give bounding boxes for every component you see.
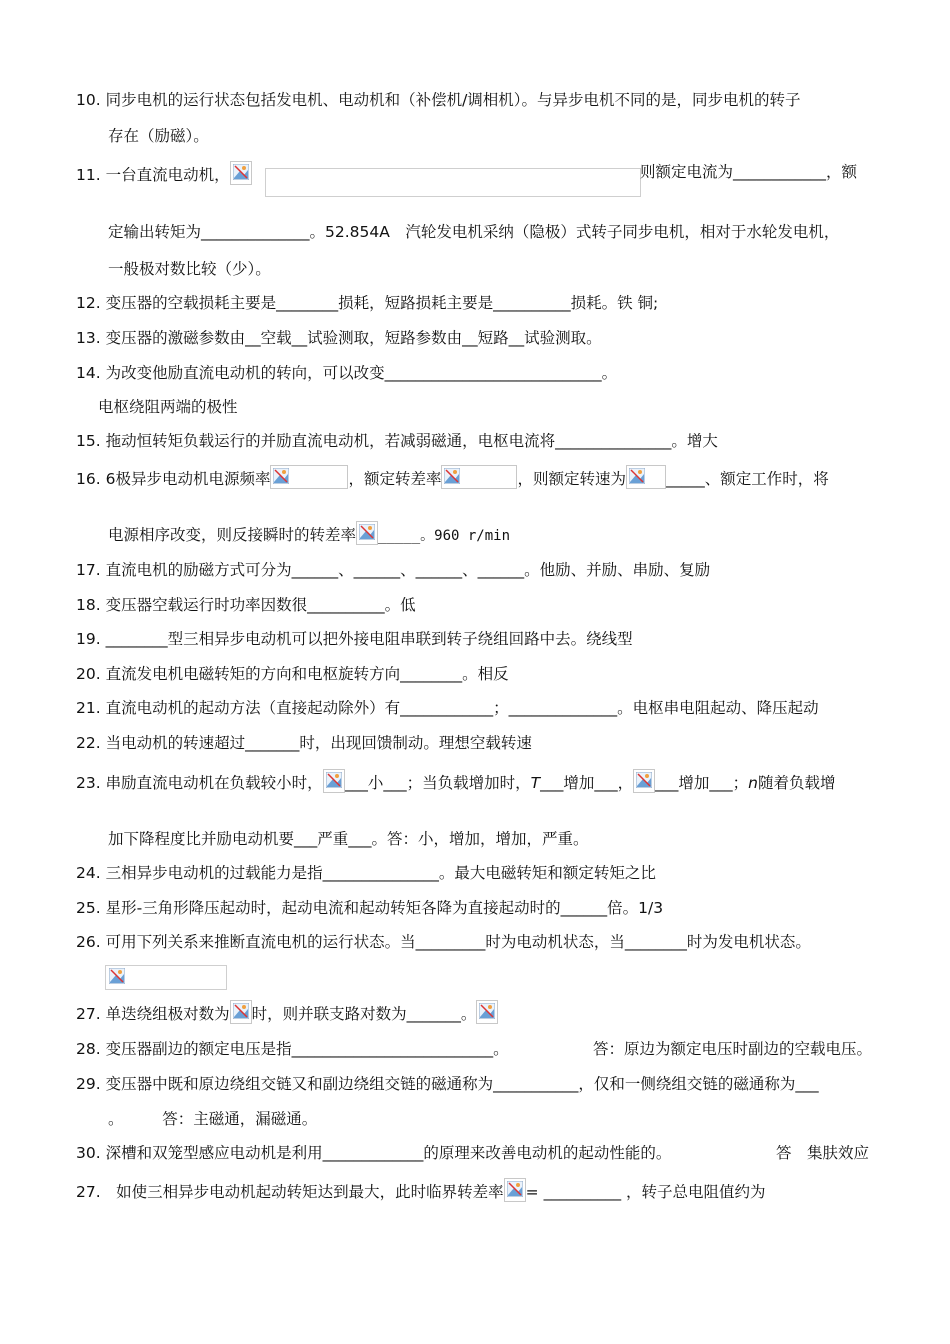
item-21: 21. 直流电动机的起动方法（直接起动除外）有____________；______________。电枢串电阻起动、降压起动 — [76, 699, 819, 717]
item-12: 12. 变压器的空载损耗主要是________损耗，短路损耗主要是__________损耗。铁 铜; — [76, 294, 659, 312]
item-23-text-e: ___增加___； — [655, 774, 749, 792]
item-27-extra — [76, 1178, 766, 1203]
item-11-line-1 — [76, 161, 252, 186]
item-30-answer: 答 集肤效应 — [776, 1144, 870, 1162]
item-26: 26. 可用下列关系来推断直流电机的运行状态。当_________时为电动机状态，当________时为发电机状态。 — [76, 933, 811, 951]
item-20: 20. 直流发电机电磁转矩的方向和电枢旋转方向________。相反 — [76, 665, 509, 683]
item-23-text-d: ___增加___， — [540, 774, 634, 792]
item-11-line-2: 定输出转矩为______________。52.854A 汽轮发电机采纳（隐极）式转子同步电机，相对于水轮发电机， — [108, 223, 840, 241]
image-placeholder-icon — [626, 465, 666, 489]
item-23-text-b: ___小___；当负载增加时， — [344, 774, 531, 792]
item-13 — [76, 327, 602, 349]
formula-image-box — [265, 168, 641, 197]
item-23-line-1 — [76, 769, 835, 794]
image-placeholder-icon — [441, 465, 517, 489]
item-16-answer: _____。960 r/min — [378, 528, 511, 544]
item-30: 30. 深槽和双笼型感应电动机是利用_____________的原理来改善电动机的起动性能的。 — [76, 1144, 672, 1162]
item-29-line-1: 29. 变压器中既和原边绕组交链又和副边绕组交链的磁通称为___________，仅和一侧绕组交链的磁通称为___ — [76, 1075, 819, 1093]
item-23-text-a: 23. 串励直流电动机在负载较小时， — [76, 774, 323, 792]
item-14: 14. 为改变他励直流电动机的转向，可以改变____________________________。 — [76, 364, 618, 382]
item-16-text-c: ，则额定转速为 — [517, 470, 626, 488]
item-11-text: 11. 一台直流电动机， — [76, 166, 230, 184]
image-placeholder-icon — [230, 1000, 252, 1024]
item-27x-text-a: 27. 如使三相异步电动机起动转矩达到最大，此时临界转差率 — [76, 1183, 504, 1201]
image-placeholder-icon — [323, 769, 345, 793]
item-24: 24. 三相异步电动机的过载能力是指_______________。最大电磁转矩和额定转矩之比 — [76, 864, 656, 882]
image-placeholder-icon — [504, 1178, 526, 1202]
item-13-text-a: 13. 变压器的激磁参数由 — [76, 329, 246, 347]
item-13-answer-2: __短路__ — [462, 329, 525, 347]
item-16-text-a: 16. 6极异步电动机电源频率 — [76, 470, 271, 488]
item-28: 28. 变压器副边的额定电压是指__________________________。 — [76, 1040, 509, 1058]
item-16-text-e: 电源相序改变，则反接瞬时的转差率 — [108, 526, 357, 544]
item-19: 19. ________型三相异步电动机可以把外接电阻串联到转子绕组回路中去。绕线型 — [76, 630, 633, 648]
item-27-text-b: 时，则并联支路对数为_______。 — [251, 1005, 477, 1023]
item-27x-text-b: = __________ ，转子总电阻值约为 — [525, 1183, 766, 1201]
item-22: 22. 当电动机的转速超过_______时，出现回馈制动。理想空载转速 — [76, 734, 532, 752]
item-17: 17. 直流电机的励磁方式可分为______、______、______、______。他励、并励、串励、复励 — [76, 561, 711, 579]
item-29-line-2: 。 答：主磁通，漏磁通。 — [108, 1110, 318, 1128]
item-23-symbol-t: T — [530, 774, 541, 792]
item-25: 25. 星形-三角形降压起动时，起动电流和起动转矩各降为直接起动时的______倍。1/3 — [76, 899, 664, 917]
item-23-line-2: 加下降程度比并励电动机要___严重___。答：小，增加，增加，严重。 — [108, 830, 589, 848]
item-16-text-b: ，额定转差率 — [348, 470, 442, 488]
item-10-line-1: 10. 同步电机的运行状态包括发电机、电动机和（补偿机/调相机）。与异步电机不同的是，同步电机的转子 — [76, 91, 801, 109]
image-placeholder-icon — [230, 161, 252, 185]
image-placeholder-icon — [107, 966, 127, 988]
item-16-line-2 — [108, 521, 510, 547]
item-15: 15. 拖动恒转矩负载运行的并励直流电动机，若减弱磁通，电枢电流将_______________。增大 — [76, 432, 718, 450]
formula-image-box — [105, 965, 227, 990]
image-placeholder-icon — [633, 769, 655, 793]
item-16-text-d: _____、额定工作时，将 — [665, 470, 829, 488]
item-18: 18. 变压器空载运行时功率因数很__________。低 — [76, 596, 416, 614]
item-27 — [76, 1000, 498, 1025]
item-11-line-3: 一般极对数比较（少）。 — [108, 260, 271, 278]
item-23-text-g: 随着负载增 — [757, 774, 836, 792]
item-10-line-2: 存在（励磁）。 — [108, 127, 209, 145]
image-placeholder-icon — [270, 465, 348, 489]
item-23-symbol-n: n — [748, 774, 758, 792]
item-13-answer-1: __空载__ — [245, 329, 308, 347]
item-11-tail: 则额定电流为____________，额 — [640, 163, 858, 181]
item-28-answer: 答：原边为额定电压时副边的空载电压。 — [593, 1040, 873, 1058]
image-placeholder-icon — [356, 521, 378, 545]
item-13-text-c: 试验测取。 — [524, 329, 602, 347]
item-14-answer: 电枢绕阻两端的极性 — [98, 398, 238, 416]
item-27-text-a: 27. 单迭绕组极对数为 — [76, 1005, 230, 1023]
image-placeholder-icon — [476, 1000, 498, 1024]
item-13-text-b: 试验测取，短路参数由 — [307, 329, 463, 347]
item-16-line-1 — [76, 465, 829, 490]
